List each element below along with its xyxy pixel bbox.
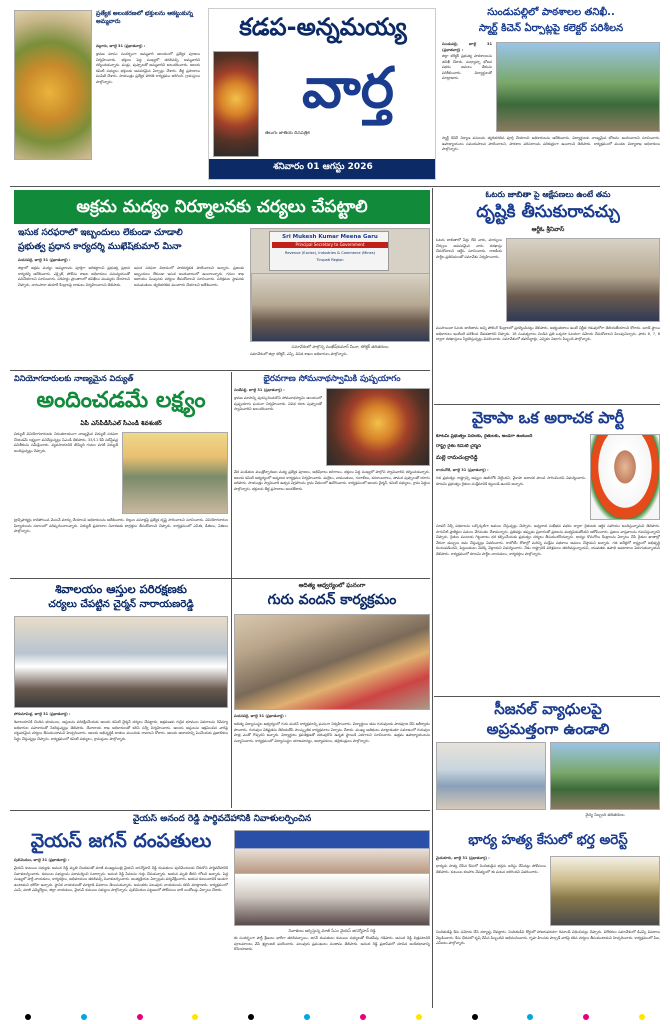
kicker-ys-jagan: వైయస్ అనంద రెడ్డి పార్థివదేహానికి నివాళులర్పించిన: [132, 814, 312, 824]
reg-dot: [472, 1014, 478, 1020]
photo-ycp-leader: [590, 434, 660, 520]
reg-dot: [304, 1014, 310, 1020]
lead-banner: అక్రమ మద్యం నిర్మూలనకు చర్యలు చేపట్టాలి: [14, 190, 430, 224]
body-temple-puja-1: శ్రావణ మాసాన్ని పురస్కరించుకొని సోమనాథస్వామి ఆలయంలో పుష్పయాగం ఘనంగా నిర్వహించారు. వివిధ రకాల పుష్పాలతో స్వామివారిని అలంకరించారు.: [234, 396, 322, 412]
body-school-narrow: జిల్లా కలెక్టర్ ప్రభుత్వ పాఠశాలలను తనిఖీ చేశారు. మధ్యాహ్న భోజన పథకం అమలు తీరును పరిశీలించారు. విద్యార్థులతో మాట్లాడారు.: [442, 54, 492, 81]
dateline-ycp: రాయచోటి, జూలై 31 (ప్రభాతవార్త) :: [436, 468, 489, 472]
dateline-guru: మదనపల్లె, జూలై 31 (ప్రభాతవార్త) :: [234, 714, 287, 718]
body-electricity-2: ట్రాన్స్‌ఫార్మర్లు కాలిపోయిన వెంటనే మార్పు చేయాలని అధికారులను ఆదేశించారు. బిల్లుల వసూళ్లపై ప్రత్యేక దృష్టి సారించాలని సూచించారు. వినియోగదారుల ఫిర్యాదులను సకాలంలో పరిష్కరించాలన్నారు. విద్యుత్ ప్రమాదాల నివారణకు జాగ్రత్తలు తీసుకోవాలని చెప్పారు. కార్యక్రమంలో ఎస్‌ఈ, డీఈలు, ఏఈలు పాల్గొన్నారు.: [14, 518, 228, 534]
body-devotion: శ్రావణ మాసం సందర్భంగా అమ్మవారి ఆలయంలో ప్రత్యేక పూజలు నిర్వహించారు. భక్తులు పెద్ద సంఖ్యలో తరలివచ్చి అమ్మవారిని దర్శించుకున్నారు. పండ్లు, పుష్పాలతో అమ్మవారిని అలంకరించారు. ఆలయ కమిటీ సభ్యులు భక్తులకు అవసరమైన ఏర్పాట్లు చేశారు. తీర్థ ప్రసాదాలు పంపిణీ చేశారు. సాయంత్రం ప్రత్యేక హారతి కార్యక్రమం జరిగింది. గ్రామస్తులు పాల్గొన్నారు.: [96, 52, 200, 84]
photo-seasonal-right: [550, 742, 660, 810]
reg-dot: [137, 1014, 143, 1020]
story-wife-murder: [436, 832, 660, 1006]
story-seasonal-diseases: [436, 700, 660, 820]
dateline-devotion: వల్లూరు, జూలై 31 (ప్రభాతవార్త) :: [96, 44, 146, 48]
masthead: [208, 8, 436, 180]
masthead-tagline: తెలుగు జాతీయ దినపత్రిక: [265, 131, 310, 136]
headline-seasonal-line1: సీజనల్ వ్యాధులపై: [494, 700, 602, 718]
story-school-inspection: [442, 6, 660, 184]
headline-ycp: వైకాపా ఒక అరాచక పార్టీ: [471, 408, 625, 427]
lead-photo-caption: సమావేశంలో పాల్గొన్న ముఖేష్‌కుమార్ మీనా, కలెక్టర్ తదితరులు: [291, 344, 389, 349]
dateline-shivalayam: పోరుమామిళ్ల, జూలై 31 (ప్రభాతవార్త) :: [14, 712, 71, 716]
headline-seasonal-line2: అప్రమత్తంగా ఉండాలి: [486, 720, 610, 738]
body-guru: ఆదిత్య విద్యాసంస్థల ఆధ్వర్యంలో గురు వందన్ కార్యక్రమాన్ని ఘనంగా నిర్వహించారు. విద్యార్థులు తమ గురువులకు పాదపూజ చేసి ఆశీర్వాదం పొందారు. గురువుల విశిష్టతను తెలియజేసే సాంస్కృతిక కార్యక్రమాలు ఏర్పాటు చేశారు. ముఖ్య అతిథులు మాట్లాడుతూ సమాజంలో గురువుల పాత్ర ఎంతో గొప్పదని అన్నారు. విద్యార్థులు క్రమశిక్షణతో చదువుకొని ఉన్నత స్థాయికి ఎదగాలని సూచించారు. ఉత్తమ ఉపాధ్యాయులను సన్మానించారు. కార్యక్రమంలో విద్యాసంస్థల యాజమాన్యం, అధ్యాపకులు, తల్లిదండ్రులు పాల్గొన్నారు.: [234, 722, 430, 743]
body-temple-puja-2: వేద పండితుల మంత్రోచ్ఛారణల మధ్య ప్రత్యేక పూజలు, అభిషేకాలు జరిగాయి. భక్తులు పెద్ద సంఖ్యలో పాల్గొని స్వామివారిని దర్శించుకున్నారు. ఆలయ కమిటీ ఆధ్వర్యంలో అన్నదాన కార్యక్రమం నిర్వహించారు. మల్లెలు, చామంతులు, గులాబీలు, కనకాంబరాలు, తామర పుష్పాలతో యాగం జరిపారు. సాయంత్రం స్వామివారి ఉత్సవ విగ్రహాలను గ్రామ వీధులలో ఊరేగించారు. కార్యక్రమంలో ఆలయ చైర్మన్, కమిటీ సభ్యులు, గ్రామ పెద్దలు పాల్గొన్నారు. భక్తులకు తీర్థ ప్రసాదాలు అందజేశారు.: [234, 470, 430, 491]
body-wife-case-2: నిందితుడిపై కేసు నమోదు చేసి దర్యాప్తు చేపట్టారు. నిందితుడిని కోర్టులో హాజరుపరచగా రిమాండ్ విధించినట్లు చెప్పారు. విలేకరుల సమావేశంలో డీఎస్పీ వివరాలు వెల్లడించారు. కేసు ఛేదనలో కృషి చేసిన సిబ్బందిని అభినందించారు. గృహ హింసకు పాల్పడే వారిపై కఠిన చర్యలు తీసుకుంటామని హెచ్చరించారు. కార్యక్రమంలో సీఐ, ఎస్‌ఐలు పాల్గొన్నారు.: [436, 930, 660, 946]
reg-dot: [192, 1014, 198, 1020]
masthead-edition: కడప-అన్నమయ్య: [239, 13, 407, 41]
photo-voter-meeting: [506, 238, 660, 322]
photo-goddess: [14, 10, 92, 160]
body-voter: ముసాయిదా ఓటరు జాబితాను అన్ని పోలింగ్ కేంద్రాలలో ప్రదర్శించినట్లు తెలిపారు. అభ్యంతరాలు ఉంటే నిర్ణీత గడువులోగా తెలియజేయాలని కోరారు. బూత్ స్థాయి అధికారులు ఇంటింటి పరిశీలన చేపడతారని చెప్పారు. 18 సంవత్సరాలు నిండిన ప్రతి ఒక్కరూ ఓటరుగా నమోదు చేసుకోవాలని పిలుపునిచ్చారు. ఫారం 6, 7, 8 ద్వారా దరఖాస్తులు స్వీకరిస్తున్నట్లు వివరించారు. సమావేశంలో తహసీల్దార్లు, ఎన్నికల విభాగం సిబ్బంది పాల్గొన్నారు.: [436, 326, 660, 342]
body-ycp-1: గత ప్రభుత్వం రాష్ట్రాన్ని అప్పుల ఊబిలోకి నెట్టిందని, వైకాపా అరాచక పాలన సాగించిందని విమర్శించారు. కూటమి ప్రభుత్వం రైతుల సంక్షేమానికి కట్టుబడి ఉందని అన్నారు.: [436, 476, 586, 486]
ycp-lead-line1: కూటమి ప్రభుత్వం పేదలకు, రైతులకు, అండగా ఉంటుంది: [436, 434, 533, 439]
story-ycp: [436, 408, 660, 692]
body-ycp-2: సూపర్ సిక్స్ పథకాలను ఒక్కొక్కటిగా అమలు చేస్తున్నట్లు చెప్పారు. అన్నదాత సుఖీభవ పథకం ద్వారా రైతులకు ఆర్థిక సహాయం అందిస్తున్నామని తెలిపారు. సాగునీటి ప్రాజెక్టుల పనులు వేగవంతం చేశామన్నారు. ప్రతిపక్షం తప్పుడు ప్రచారంతో ప్రజలను మభ్యపెడుతోందని ఆరోపించారు. ప్రజలు వాస్తవాలను గమనిస్తున్నారని చెప్పారు. రైతుల పంటలకు గిట్టుబాటు ధర కల్పించేందుకు ప్రభుత్వం చర్యలు తీసుకుంటోందన్నారు. ధాన్యం కొనుగోలు కేంద్రాలను ఏర్పాటు చేసి రైతుల ఖాతాల్లో నేరుగా డబ్బులు జమ చేస్తున్నట్లు వివరించారు. రాబోయే రోజుల్లో మరిన్ని సంక్షేమ పథకాలు అమలు చేస్తామని అన్నారు. గత ఐదేళ్లలో రాష్ట్రంలో అభివృద్ధి కుంటుపడిందని, పెట్టుబడులు వెనక్కి వెళ్లాయని విమర్శించారు. నేడు రాష్ట్రానికి పరిశ్రమలు తరలివస్తున్నాయని, యువతకు ఉపాధి అవకాశాలు పెరుగుతున్నాయని తెలిపారు. కార్యక్రమంలో కూటమి పార్టీల నాయకులు, కార్యకర్తలు పాల్గొన్నారు.: [436, 524, 660, 556]
photo-wife-case: [550, 856, 660, 926]
lead-photo: [250, 228, 430, 342]
slide-dept: Revenue (Excise), Industries & Commerce (Mines): [284, 251, 375, 255]
body-ys-jagan-2: ఈ సందర్భంగా పార్టీ శ్రేణులు భారీగా తరలివచ్చాయి. జగన్ దంపతులు కుటుంబ సభ్యులతో కొంతసేపు గడిపారు. అనంద రెడ్డి చిత్రపటానికి పూలమాలలు వేసి శ్రద్ధాంజలి ఘటించారు. పలువురు ప్రముఖులు సంతాపం తెలిపారు. అనంద రెడ్డి ప్రజాసేవలో చూపిన అంకితభావాన్ని కొనియాడారు.: [234, 936, 430, 952]
headline-electricity: అందించడమే లక్ష్యం: [36, 388, 206, 413]
registration-bar: [0, 1010, 670, 1024]
photo-deity-masthead: [213, 51, 259, 157]
headline-voter-big: దృష్టికి తీసుకురావచ్చు: [476, 202, 620, 222]
slide-name: Sri Mukesh Kumar Meena Garu: [282, 234, 378, 240]
slide-title-text: Principal Secretary to Government: [295, 242, 365, 247]
headline-temple-puja: భైరవగాణ సోమనాథస్వామికి పుష్పయాగం: [263, 374, 401, 384]
photo-ys-jagan: [234, 830, 430, 926]
photo-seasonal-left: [436, 742, 546, 810]
story-temple-puja: [234, 374, 430, 574]
reg-dot: [527, 1014, 533, 1020]
headline-voter-small: ఓటరు జాబితా పై ఆక్షేపణలు ఉంటే తమ: [485, 190, 611, 199]
caption-ys-jagan: నివాళులు అర్పిస్తున్న మాజీ సీఎం వైయస్ జగన్మోహన్ రెడ్డి: [288, 928, 376, 933]
headline-shivalayam-line1: శివాలయం ఆస్తుల పరిరక్షణకు: [55, 582, 187, 596]
story-guru-vandan: [234, 582, 430, 806]
lead-dateline: మదనపల్లె, జూలై 31 (ప్రభాతవార్త) :: [18, 258, 71, 262]
masthead-date: శనివారం 01 ఆగస్టు 2026: [273, 162, 373, 172]
ycp-lead-line3: మల్లె రామచంద్రారెడ్డి: [436, 455, 478, 461]
reg-dot: [81, 1014, 87, 1020]
headline-shivalayam-line2: చర్యలు చేపట్టిన చైర్మన్ నారాయణరెడ్డి: [48, 599, 194, 610]
lead-sub-line1: ఇసుక సరఫరాలో ఇబ్బందులు లేకుండా చూడాలి: [18, 228, 183, 238]
photo-shivalayam: [14, 616, 228, 708]
lead-body-1: జిల్లాలో అక్రమ మద్యం అమ్మకాలను పూర్తిగా అరికట్టాలని ప్రభుత్వ ప్రధాన కార్యదర్శి ఆదేశించారు. ఎక్సైజ్, పోలీసు శాఖల అధికారులు సమన్వయంతో పనిచేయాలని సూచించారు. సరిహద్దు ప్రాంతాలలో తనిఖీలు ముమ్మరం చేయాలని చెప్పారు. నాటుసారా తయారీ కేంద్రాలపై దాడులు నిర్వహించాలని తెలిపారు.: [18, 266, 130, 287]
kicker-guru: ఆదిత్య ఆధ్వర్యంలో ఘనంగా: [298, 582, 366, 589]
body-ys-jagan: వైయస్ కుటుంబ సభ్యుడు అనంద రెడ్డి మృతి చెందడంతో మాజీ ముఖ్యమంత్రి వైయస్ జగన్మోహన్ రెడ్డి దంపతులు పులివెందులకు చేరుకొని పార్థివదేహానికి నివాళులర్పించారు. కుటుంబ సభ్యులను పరామర్శించి ఓదార్చారు. అనంద రెడ్డి సేవలను గుర్తు చేసుకున్నారు. ఆయన మృతి తీరని లోటని అన్నారు. పెద్ద సంఖ్యలో పార్టీ నాయకులు, కార్యకర్తలు, అభిమానులు తరలివచ్చి నివాళులర్పించారు. అంత్యక్రియల ఏర్పాట్లను పర్యవేక్షించారు. ఆయన కుటుంబానికి అండగా ఉంటామని భరోసా ఇచ్చారు. స్థానిక నాయకులతో మాట్లాడి వివరాలు తెలుసుకున్నారు. అనంతరం పలువురు నాయకులను కలిసి మాట్లాడారు. కార్యక్రమంలో ఎంపీ, మాజీ ఎమ్మెల్యేలు, జిల్లా నాయకులు, వైయస్ కుటుంబ సభ్యులు పాల్గొన్నారు. పులివెందుల పట్టణంలో పోలీసులు భారీ బందోబస్తు ఏర్పాటు చేశారు.: [14, 866, 228, 893]
dateline-school: సుండుపల్లి, జూలై 31 (ప్రభాతవార్త) :: [442, 42, 492, 52]
byline-voter: ఆర్డీఓ శ్రీనివాస్: [531, 226, 565, 233]
story-ys-jagan: [14, 814, 430, 1006]
body-shivalayam: శివాలయానికి చెందిన భూములు, ఆస్తులను పరిరక్షించేందుకు ఆలయ కమిటీ చైర్మన్ చర్యలు చేపట్టారు. ఆక్రమణకు గురైన భూముల వివరాలను రెవెన్యూ అధికారుల సహకారంతో సేకరిస్తున్నట్లు తెలిపారు. దేవాదాయ శాఖ అధికారులతో కలిసి సర్వే నిర్వహించారు. ఆలయ ఆస్తులను ఆక్రమించిన వారిపై చట్టపరమైన చర్యలు తీసుకుంటామని హెచ్చరించారు. ఆలయ అభివృద్ధికి దాతలు ముందుకు రావాలని కోరారు. ఆలయ ఆదాయాన్ని పెంచేందుకు ప్రణాళికలు సిద్ధం చేస్తున్నట్లు చెప్పారు. కార్యక్రమంలో కమిటీ సభ్యులు, గ్రామస్తులు పాల్గొన్నారు.: [14, 720, 228, 741]
slide-screen: [269, 231, 389, 271]
body-wife-case-1: భార్యను హత్య చేసిన కేసులో నిందితుడైన భర్తను అరెస్టు చేసినట్లు పోలీసులు తెలిపారు. కుటుంబ కలహాల నేపథ్యంలో ఈ ఘటన జరిగిందని వివరించారు.: [436, 864, 546, 874]
photo-electricity: [122, 432, 228, 514]
masthead-paper-name: వార్త: [302, 56, 394, 121]
dateline-wife-case: మైదుకూరు, జూలై 31 (ప్రభాతవార్త) :: [436, 856, 490, 860]
story-electricity: [14, 374, 228, 574]
reg-dot: [248, 1014, 254, 1020]
lead-body-3: సమావేశంలో జిల్లా కలెక్టర్, ఎస్పీ, వివిధ శాఖల అధికారులు పాల్గొన్నారు.: [250, 352, 348, 356]
photo-guru-vandan: [234, 614, 430, 710]
lead-sub-line2: ప్రభుత్వ ప్రధాన కార్యదర్శి ముఖేష్‌కుమార్ మీనా: [18, 242, 182, 252]
headline-devotion: ప్రత్యేక అలంకరణలో భక్తులను ఆకట్టుకున్న అమ్మవారు: [96, 10, 194, 25]
headline-wife-case: భార్య హత్య కేసులో భర్త అరెస్ట్: [468, 832, 628, 848]
photo-school-inspection: [496, 42, 660, 132]
dateline-temple-puja: సంబేపల్లి, జూలై 31 (ప్రభాతవార్త) :: [234, 388, 285, 392]
headline-school-line1: సుండుపల్లిలో పాఠశాలల తనిఖీ..: [487, 7, 615, 18]
story-voter-list: [436, 190, 660, 400]
slide-region: Tirupati Region: [316, 258, 344, 262]
body-electricity-1: విద్యుత్ వినియోగదారులకు నిరంతరాయంగా నాణ్యమైన విద్యుత్ సరఫరా చేయడమే లక్ష్యంగా పనిచేస్తున్నట్లు సీఎండీ తెలిపారు. 33/11 కేవీ సబ్‌స్టేషన్ల పనితీరును సమీక్షించారు. వ్యవసాయానికి తొమ్మిది గంటల పగటి విద్యుత్ అందిస్తున్నట్లు చెప్పారు.: [14, 432, 118, 453]
story-shivalayam: [14, 582, 228, 806]
headline-ys-jagan: వైయస్ జగన్ దంపతులు: [30, 830, 212, 852]
body-school: స్మార్ట్ కిచెన్ నిర్మాణ పనులను త్వరితగతిన పూర్తి చేయాలని అధికారులను ఆదేశించారు. విద్యార్థులకు నాణ్యమైన భోజనం అందించాలని సూచించారు. ఉపాధ్యాయులు సమయపాలన పాటించాలని, పాఠశాల పరిసరాలను పరిశుభ్రంగా ఉంచాలని తెలిపారు. కార్యక్రమంలో మండల విద్యాశాఖ అధికారులు పాల్గొన్నారు.: [442, 136, 660, 152]
headline-guru: గురు వందన్ కార్యక్రమం: [267, 592, 397, 608]
photo-temple-puja: [326, 388, 430, 466]
caption-seasonal: వైద్య సిబ్బంది తదితరులు: [585, 812, 625, 817]
kicker-electricity: వినియోగదారులకు నాణ్యమైన విద్యుత్: [14, 374, 134, 383]
photo-officials-dais: [251, 273, 430, 342]
ycp-lead-line2: రాష్ట్ర రైతు కమిటీ చైర్మన్: [436, 444, 482, 449]
dateline-ys-jagan: పులివెందుల, జూలై 31 (ప్రభాతవార్త) :: [14, 858, 70, 862]
reg-dot: [639, 1014, 645, 1020]
reg-dot: [416, 1014, 422, 1020]
reg-dot: [25, 1014, 31, 1020]
byline-electricity: ఏపీ ఎస్‌పీడీసీఎల్ సీఎండీ శివశంకర్: [80, 420, 162, 427]
body-voter-left: ఓటరు జాబితాలో పేర్లు లేని వారు, మార్పులు చేర్పులు అవసరమైన వారు దరఖాస్తు చేసుకోవాలని ఆర్డీఓ సూచించారు. రాజకీయ పార్టీల ప్రతినిధులతో సమావేశం నిర్వహించారు.: [436, 238, 502, 259]
story-devotion: [14, 10, 204, 182]
reg-dot: [583, 1014, 589, 1020]
lead-body-2: ఇసుక సరఫరా విధానంలో పారదర్శకత పాటించాలని అన్నారు. ప్రజలకు ఇబ్బందులు లేకుండా ఇసుక అందుబాటులో ఉంచాలన్నారు. గనుల శాఖ ఆదాయం పెంపునకు చర్యలు తీసుకోవాలని సూచించారు. పరిశ్రమల స్థాపనకు అనుమతులు త్వరితగతిన మంజూరు చేయాలని ఆదేశించారు.: [134, 266, 244, 287]
headline-school-line2: స్మార్ట్ కిచెన్ ఏర్పాట్లపై కలెక్టర్ పరిశీలన: [478, 23, 624, 34]
reg-dot: [360, 1014, 366, 1020]
